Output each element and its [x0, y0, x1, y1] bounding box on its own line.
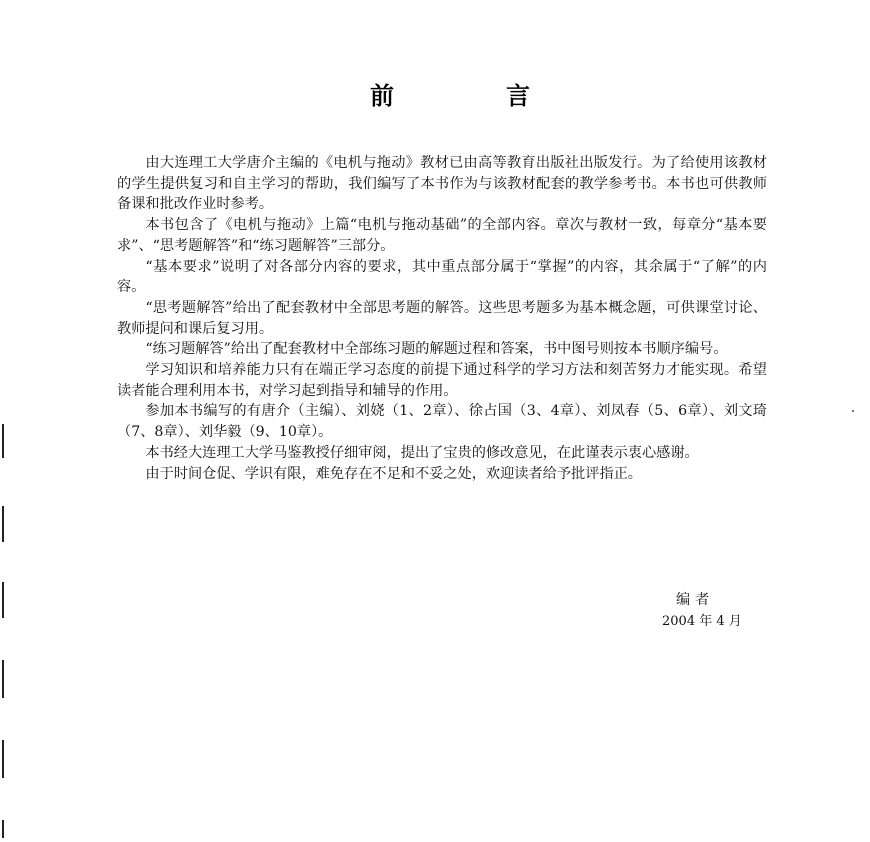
scan-dot	[852, 410, 854, 412]
preface-paragraph-9: 由于时间仓促、学识有限，难免存在不足和不妥之处，欢迎读者给予批评指正。	[145, 465, 642, 482]
preface-paragraph-4: “思考题解答”给出了配套教材中全部思考题的解答。这些思考题多为基本概念题，可供课堂讨论、教师提问和课后复习用。	[117, 299, 767, 337]
title-char-2: 言	[506, 81, 530, 110]
preface-paragraph-7: 参加本书编写的有唐介（主编）、刘娆（1、2章）、徐占国（3、4章）、刘凤春（5、6章）、刘文琦（7、8章）、刘华毅（9、10章）。	[117, 403, 767, 441]
preface-paragraph-3: “基本要求”说明了对各部分内容的要求，其中重点部分属于“掌握”的内容，其余属于“了解”的内容。	[117, 258, 767, 296]
title-char-1: 前	[370, 81, 394, 110]
preface-paragraph-5: “练习题解答”给出了配套教材中全部练习题的解题过程和答案，书中图号则按本书顺序编号。	[145, 341, 728, 358]
signature-block	[640, 590, 780, 632]
binding-mark-1	[2, 424, 4, 458]
preface-paragraph-8: 本书经大连理工大学马鉴教授仔细审阅，提出了宝贵的修改意见，在此谨表示衷心感谢。	[145, 444, 699, 461]
preface-paragraph-2: 本书包含了《电机与拖动》上篇“电机与拖动基础”的全部内容。章次与教材一致，每章分“基本要求”、“思考题解答”和“练习题解答”三部分。	[117, 217, 767, 254]
signature-author: 编者	[676, 592, 715, 608]
preface-body	[117, 153, 767, 484]
binding-mark-3	[2, 582, 4, 618]
binding-mark-6	[2, 820, 4, 838]
preface-paragraph-6: 学习知识和培养能力只有在端正学习态度的前提下通过科学的学习方法和刻苦努力才能实现。希望读者能合理利用本书，对学习起到指导和辅导的作用。	[117, 362, 767, 399]
binding-mark-2	[2, 506, 4, 542]
preface-paragraph-1: 由大连理工大学唐介主编的《电机与拖动》教材已由高等教育出版社出版发行。为了给使用该教材的学生提供复习和自主学习的帮助，我们编写了本书作为与该教材配套的教学参考书。本书也可供教师备课和批改作业时参考。	[117, 155, 767, 213]
page-title	[370, 81, 530, 110]
binding-mark-5	[2, 740, 4, 778]
signature-date: 2004 年 4 月	[662, 614, 742, 629]
binding-mark-4	[2, 660, 4, 698]
